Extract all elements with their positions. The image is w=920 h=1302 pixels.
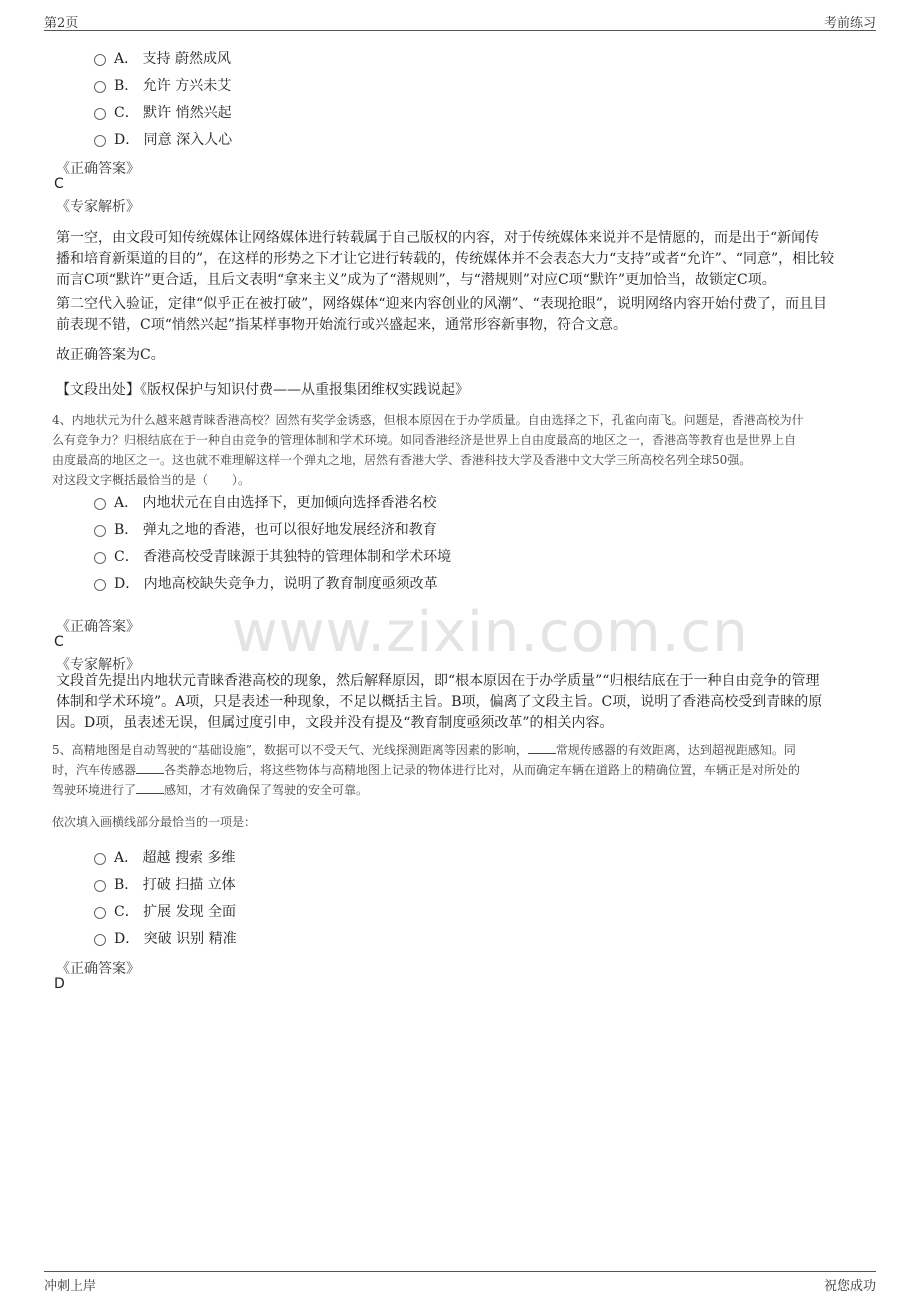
watermark: www.zixin.com.cn bbox=[232, 600, 749, 665]
radio-icon[interactable] bbox=[94, 525, 106, 537]
radio-icon[interactable] bbox=[94, 135, 106, 147]
q5-option-c[interactable]: C． 扩展 发现 全面 bbox=[94, 903, 236, 921]
q4-answer-label: 《正确答案》 bbox=[56, 619, 140, 635]
page-number: 第2页 bbox=[44, 16, 79, 31]
q3-answer-label: 《正确答案》 bbox=[56, 161, 140, 177]
q4-option-a[interactable]: A． 内地状元在自由选择下，更加倾向选择香港名校 bbox=[94, 494, 437, 512]
q3-option-a[interactable]: A． 支持 蔚然成风 bbox=[94, 50, 231, 68]
q4-option-d[interactable]: D． 内地高校缺失竞争力，说明了教育制度亟须改革 bbox=[94, 575, 438, 593]
q3-option-c[interactable]: C． 默许 悄然兴起 bbox=[94, 104, 232, 122]
q3-source: 【文段出处】《版权保护与知识付费——从重报集团维权实践说起》 bbox=[56, 382, 469, 398]
q5-option-b[interactable]: B． 打破 扫描 立体 bbox=[94, 876, 236, 894]
q3-option-b[interactable]: B． 允许 方兴未艾 bbox=[94, 77, 231, 95]
q5-answer-label: 《正确答案》 bbox=[56, 961, 140, 977]
q3-analysis-p3: 故正确答案为C。 bbox=[56, 347, 165, 363]
radio-icon[interactable] bbox=[94, 907, 106, 919]
q4-stem: 4、内地状元为什么越来越青睐香港高校？固然有奖学金诱惑，但根本原因在于办学质量。自由选择之下，孔雀向南飞。问题是，香港高校为什 么有竞争力？归根结底在于一种自由竞争的管理体制和学术环境。如同香港经济是世界上自由度最高的地区之一，香港高等教育也是世界上自 由度最高的地区之一。这也就不难理解这样一个弹丸之地，居然有香港大学、香港科技大学及香港中文大学三所高校名列全球50强。 对这段文字概括最恰当的是（ ）。 bbox=[52, 413, 804, 487]
q4-analysis-label: 《专家解析》 bbox=[56, 657, 140, 673]
q4-option-b[interactable]: B． 弹丸之地的香港，也可以很好地发展经济和教育 bbox=[94, 521, 437, 539]
q5-option-a[interactable]: A． 超越 搜索 多维 bbox=[94, 849, 235, 867]
radio-icon[interactable] bbox=[94, 853, 106, 865]
q5-answer: D bbox=[54, 976, 65, 992]
radio-icon[interactable] bbox=[94, 579, 106, 591]
radio-icon[interactable] bbox=[94, 498, 106, 510]
q5-option-d[interactable]: D． 突破 识别 精准 bbox=[94, 930, 237, 948]
q3-answer: C bbox=[54, 176, 64, 192]
q5-stem: 5、高精地图是自动驾驶的“基础设施”，数据可以不受天气、光线探测距离等因素的影响， 常规传感器的有效距离，达到超视距感知。同 时，汽车传感器 各类静态地物后，将这些物体与高精地图上记录的物体进行比对，从而确定车辆在道路上的精确位置，车辆正是对所处的 驾驶环境进行了 感知，才有效确保了驾驶的安全可靠。 bbox=[52, 743, 801, 797]
footer-right: 祝您成功 bbox=[823, 1279, 876, 1294]
radio-icon[interactable] bbox=[94, 108, 106, 120]
radio-icon[interactable] bbox=[94, 552, 106, 564]
page-header bbox=[44, 8, 876, 31]
fill-blank bbox=[136, 781, 164, 794]
radio-icon[interactable] bbox=[94, 81, 106, 93]
fill-blank bbox=[136, 761, 164, 774]
q4-option-c[interactable]: C． 香港高校受青睐源于其独特的管理体制和学术环境 bbox=[94, 548, 451, 566]
q3-analysis-label: 《专家解析》 bbox=[56, 199, 140, 215]
header-title: 考前练习 bbox=[823, 16, 876, 31]
radio-icon[interactable] bbox=[94, 54, 106, 66]
q3-analysis-p1: 第一空，由文段可知传统媒体让网络媒体进行转载属于自己版权的内容，对于传统媒体来说并不是情愿的，而是出于“新闻传 播和培育新渠道的目的”，在这样的形势之下才让它进行转载的，传统媒体并不会表态大力“支持”或者“允许”、“同意”，相比较 而言C项“默许”更合适，且后文表明“拿来主义”成为了“潜规则”，与“潜规则”对应C项“默许”更加恰当，故锁定C项。 bbox=[56, 230, 835, 288]
q3-analysis-p2: 第二空代入验证，定律“似乎正在被打破”，网络媒体“迎来内容创业的风潮”、“表现抢眼”，说明网络内容开始付费了，而且目 前表现不错，C项“悄然兴起”指某样事物开始流行或兴盛起来，通常形容新事物，符合文意。 bbox=[56, 296, 827, 333]
radio-icon[interactable] bbox=[94, 934, 106, 946]
q4-analysis: 文段首先提出内地状元青睐香港高校的现象，然后解释原因，即“根本原因在于办学质量”“归根结底在于一种自由竞争的管理 体制和学术环境”。A项，只是表述一种现象，不足以概括主旨。B项，偏离了文段主旨。C项，说明了香港高校受到青睐的原 因。D项，虽表述无误，但属过度引申，文段并没有提及“教育制度亟须改革”的相关内容。 bbox=[56, 673, 823, 731]
fill-blank bbox=[528, 741, 556, 754]
q5-prompt: 依次填入画横线部分最恰当的一项是： bbox=[52, 815, 257, 829]
q3-option-d[interactable]: D． 同意 深入人心 bbox=[94, 131, 232, 149]
q4-answer: C bbox=[54, 634, 64, 650]
page-footer bbox=[44, 1271, 876, 1296]
footer-left: 冲刺上岸 bbox=[44, 1279, 97, 1294]
radio-icon[interactable] bbox=[94, 880, 106, 892]
